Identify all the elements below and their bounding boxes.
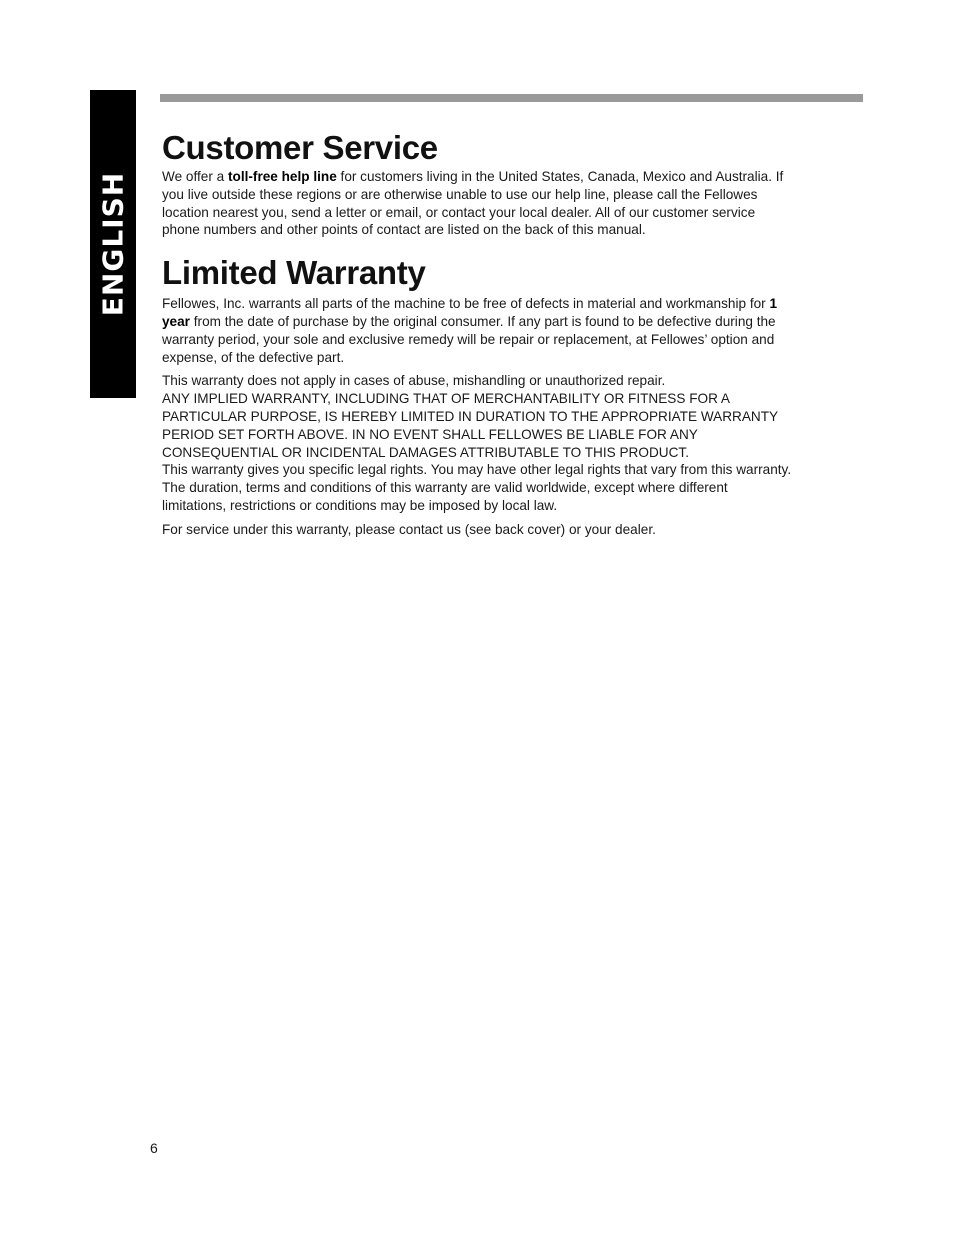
customer-service-section: [162, 128, 794, 239]
warranty-coverage-paragraph: [162, 295, 794, 366]
legal-rights-paragraph: This warranty gives you specific legal rights. You may have other legal rights that vary from this warranty. The duration, terms and conditions of this warranty are valid worldwide, except where different limitations, restrictions or conditions may be imposed by local law.: [162, 462, 792, 513]
implied-warranty-paragraph: ANY IMPLIED WARRANTY, INCLUDING THAT OF MERCHANTABILITY OR FITNESS FOR A PARTICULAR PURPOSE, IS HEREBY LIMITED IN DURATION TO THE APPROPRIATE WARRANTY PERIOD SET FORTH ABOVE. IN NO EVENT SHALL FELLOWES BE LIABLE FOR ANY CONSEQUENTIAL OR INCIDENTAL DAMAGES ATTRIBUTABLE TO THIS PRODUCT.: [162, 391, 778, 460]
lw-text-post: from the date of purchase by the original consumer. If any part is found to be defective during the warranty period, your sole and exclusive remedy will be repair or replacement, at Fellowes’ option and expense, of the defective part.: [162, 313, 776, 365]
toll-free-emphasis: toll-free help line: [228, 169, 337, 184]
limited-warranty-section: [162, 253, 794, 538]
customer-service-heading: Customer Service: [162, 129, 438, 166]
limited-warranty-heading: Limited Warranty: [162, 254, 426, 292]
warranty-exclusion-paragraph: This warranty does not apply in cases of abuse, mishandling or unauthorized repair.: [162, 373, 666, 389]
page-number: 6: [150, 1140, 158, 1156]
language-tab-label: ENGLISH: [96, 171, 130, 317]
top-rule-divider: [160, 94, 863, 102]
customer-service-paragraph: [162, 168, 794, 239]
warranty-period-emphasis: 1 year: [162, 296, 778, 329]
cs-text-pre: We offer a: [162, 169, 228, 184]
page-content: [162, 125, 794, 539]
service-contact-paragraph: For service under this warranty, please contact us (see back cover) or your dealer.: [162, 521, 656, 537]
cs-text-post: for customers living in the United States, Canada, Mexico and Australia. If you live outside these regions or are otherwise unable to use our help line, please call the Fellowes location nearest you, send a letter or email, or contact your local dealer. All of our customer service phone numbers and other points of contact are listed on the back of this manual.: [162, 169, 784, 238]
lw-text-pre: Fellowes, Inc. warrants all parts of the machine to be free of defects in material and workmanship for: [162, 296, 770, 312]
language-tab: [90, 90, 136, 398]
